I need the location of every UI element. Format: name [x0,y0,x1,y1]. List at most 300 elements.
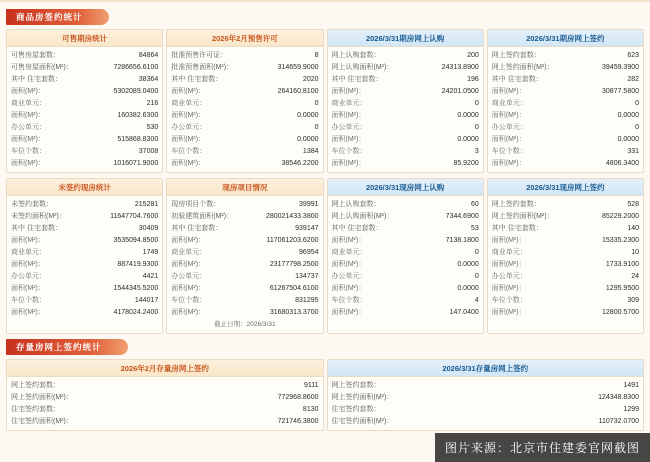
row-value: 282 [627,75,639,83]
row-label: 面积(M²)： [331,308,366,316]
row-value: 37008 [138,147,159,155]
row-value: 12800.5700 [602,308,639,316]
row-value: 0 [474,123,479,131]
row-label: 可售房屋面积(M²)： [11,63,73,71]
card-stock-daily-contract [327,359,645,431]
data-row [492,270,639,282]
row-label: 办公单元： [171,123,207,131]
card-unsigned-existing-stats [6,178,163,334]
row-label: 面积(M²)： [171,159,206,167]
data-row [171,49,318,61]
row-value: 9111 [303,381,319,389]
row-value: 7286656.6100 [113,63,159,71]
row-label: 商业单元： [491,99,527,107]
data-row [171,198,318,210]
data-row [11,109,158,121]
data-row [332,157,479,169]
data-row [171,109,318,121]
row-value: 530 [146,123,159,131]
data-row [11,234,158,246]
row-label: 面积(M²)： [11,159,45,167]
row-value: 147.0400 [449,308,479,316]
row-value: 24201.0500 [441,87,479,95]
row-label: 商业单元： [331,99,367,107]
row-value: 1384 [302,147,319,155]
data-row [171,234,318,246]
row-label: 面积(M²)： [11,284,45,292]
row-value: 0 [635,123,639,131]
row-value: 0.0000 [457,284,479,292]
row-label: 面积(M²)： [11,236,45,244]
row-label: 车位个数： [171,147,207,155]
row-label: 其中 住宅套数： [491,75,543,83]
data-row [171,258,318,270]
data-row [492,85,639,97]
card-presale-online-subscription [327,29,484,173]
card-title: 2026年2月预售许可 [167,30,322,47]
data-row [171,306,318,318]
row-value: 160382.6300 [117,111,159,119]
row-value: 215281 [134,200,159,208]
row-label: 住宅签约面积(M²)： [11,417,73,425]
row-value: 1544345.5200 [113,284,159,292]
card-rows [488,47,643,172]
row-label: 面积(M²)： [171,284,206,292]
row-value: 3535094.8500 [113,236,159,244]
row-value: 134737 [295,272,319,280]
data-row [171,85,318,97]
row-value: 5302089.0400 [113,87,159,95]
row-label: 网上签约面积(M²)： [491,63,554,71]
row-value: 331 [627,147,639,155]
data-row [171,294,318,306]
row-value: 0.0000 [617,111,639,119]
row-label: 面积(M²)： [11,87,45,95]
row-value: 84864 [138,51,159,59]
row-label: 面积(M²)： [11,308,45,316]
row-value: 0.0000 [297,135,319,143]
row-value: 30877.5800 [602,87,639,95]
row-label: 车位个数： [11,147,46,155]
row-label: 面积(M²)： [331,87,366,95]
row-label: 其中 住宅套数： [331,224,383,232]
data-row [492,306,639,318]
commodity-housing-row-1 [0,29,650,173]
row-value: 53 [470,224,479,232]
row-value: 30409 [138,224,159,232]
data-row [171,222,318,234]
row-value: 0 [314,99,319,107]
data-row [332,133,479,145]
data-row [332,222,479,234]
row-value: 96954 [299,248,319,256]
row-value: 7344.6900 [445,212,479,220]
row-label: 车位个数： [11,296,46,304]
row-label: 住宅签约套数： [11,405,60,413]
row-label: 面积(M²)： [491,308,526,316]
card-existing-online-subscription [327,178,484,334]
card-stock-feb-2026-contract [6,359,324,431]
row-value: 0.0000 [457,260,479,268]
data-row [492,258,639,270]
row-value: 144017 [134,296,159,304]
data-row [11,391,319,403]
card-title: 可售期房统计 [7,30,162,47]
row-value: 1749 [142,248,159,256]
row-label: 住宅签约面积(M²)： [331,417,394,425]
card-title: 2026/3/31现房网上认购 [328,179,483,196]
row-value: 0.0000 [457,135,479,143]
row-label: 办公单元： [491,272,527,280]
row-value: 8130 [302,405,319,413]
row-value: 117061203.6200 [266,236,319,244]
row-value: 1299 [623,405,639,413]
row-value: 60 [470,200,479,208]
section-title-stock-housing: 存量房网上签约统计 [6,339,128,355]
data-row [332,379,640,391]
row-value: 939147 [295,224,319,232]
row-value: 11647704.7600 [110,212,159,220]
row-value: 7138.1800 [445,236,479,244]
row-label: 面积(M²)： [491,87,526,95]
row-label: 商业单元： [491,248,527,256]
row-value: 24313.8900 [441,63,479,71]
data-row [492,234,639,246]
row-value: 0 [635,99,639,107]
row-label: 住宅签约套数： [331,405,381,413]
data-row [11,246,158,258]
data-row [11,282,158,294]
row-value: 140 [627,224,639,232]
data-row [492,109,639,121]
data-row [11,415,319,427]
data-row [332,109,479,121]
row-label: 商业单元： [331,248,367,256]
data-row [11,258,158,270]
data-row [171,210,318,222]
row-label: 办公单元： [171,272,207,280]
row-label: 网上签约套数： [11,381,60,389]
row-value: 2020 [302,75,319,83]
row-label: 车位个数： [331,296,367,304]
row-label: 批准预售许可证： [171,51,228,59]
card-existing-online-contract [487,178,644,334]
row-value: 31680313.3700 [269,308,319,316]
row-label: 现房项目个数： [171,200,221,208]
card-title: 未签约现房统计 [7,179,162,196]
data-row [332,258,479,270]
row-label: 网上认购套数： [331,200,381,208]
row-label: 办公单元： [11,123,46,131]
row-label: 批准预售面积(M²)： [171,63,234,71]
row-value: 0 [474,272,479,280]
row-value: 831295 [295,296,319,304]
row-label: 面积(M²)： [491,284,526,292]
row-label: 面积(M²)： [171,260,206,268]
row-value: 38364 [138,75,159,83]
data-row [332,198,479,210]
data-row [492,97,639,109]
row-label: 面积(M²)： [331,159,366,167]
row-value: 1491 [623,381,639,389]
row-label: 网上签约面积(M²)： [331,393,394,401]
row-label: 商业单元： [11,99,46,107]
row-label: 网上认购套数： [331,51,381,59]
row-value: 15335.2300 [602,236,639,244]
row-value: 4 [474,296,479,304]
card-rows [7,47,162,172]
row-label: 其中 住宅套数： [11,75,62,83]
row-value: 280021433.3800 [265,212,319,220]
row-label: 面积(M²)： [171,87,206,95]
data-row [11,133,158,145]
row-label: 其中 住宅套数： [171,224,223,232]
commodity-housing-row-2 [0,178,650,334]
row-value: 623 [627,51,639,59]
row-label: 面积(M²)： [171,135,206,143]
card-rows [167,196,322,333]
row-label: 面积(M²)： [11,135,45,143]
data-row [332,415,640,427]
row-value: 4178024.2400 [113,308,159,316]
row-value: 196 [467,75,479,83]
data-row [11,73,158,85]
row-label: 未签约面积(M²)： [11,212,66,220]
data-row [492,49,639,61]
data-row [332,210,479,222]
cutoff-date-note: 截止日期：2026/3/31 [214,321,276,328]
row-value: 85229.2000 [602,212,639,220]
row-label: 办公单元： [491,123,527,131]
data-row [171,282,318,294]
card-title: 2026/3/31现房网上签约 [488,179,643,196]
card-rows [328,196,483,321]
watermark-caption: 图片来源：北京市住建委官网截图 [435,433,650,462]
row-value: 1295.9500 [605,284,639,292]
data-row [171,121,318,133]
data-row [171,157,318,169]
data-row [332,121,479,133]
data-row [492,61,639,73]
data-row [171,73,318,85]
data-row [332,282,479,294]
row-value: 0.0000 [617,135,639,143]
card-presale-online-contract [487,29,644,173]
data-row [492,133,639,145]
card-title: 2026年2月存量房网上签约 [7,360,323,377]
row-label: 网上签约套数： [491,200,541,208]
data-row [332,85,479,97]
data-row [11,121,158,133]
data-row [11,306,158,318]
row-label: 面积(M²)： [491,111,526,119]
row-value: 216 [146,99,159,107]
row-label: 可售房屋套数： [11,51,60,59]
data-row [332,306,479,318]
row-label: 面积(M²)： [11,260,45,268]
row-label: 商业单元： [171,248,207,256]
data-row [171,97,318,109]
row-label: 车位个数： [171,296,207,304]
data-row [171,246,318,258]
section-title-commodity-housing: 商品房签约统计 [6,9,109,25]
top-rule [0,0,650,2]
row-label: 面积(M²)： [331,284,366,292]
card-title: 2026/3/31期房网上认购 [328,30,483,47]
data-row [171,145,318,157]
row-label: 面积(M²)： [491,236,526,244]
data-row [332,403,640,415]
row-value: 0.0000 [457,111,479,119]
row-value: 772968.8600 [277,393,319,401]
row-value: 39991 [299,200,319,208]
row-label: 未签约套数： [11,200,53,208]
card-title: 2026/3/31存量房网上签约 [328,360,644,377]
row-value: 3 [474,147,479,155]
row-label: 面积(M²)： [171,236,206,244]
row-label: 办公单元： [331,123,367,131]
row-value: 4806.3400 [605,159,639,167]
row-label: 面积(M²)： [331,260,366,268]
row-label: 面积(M²)： [491,135,526,143]
row-value: 1016071.9000 [113,159,159,167]
card-rows [328,47,483,172]
data-row [332,73,479,85]
card-existing-project-status [166,178,323,334]
row-label: 其中 住宅套数： [11,224,62,232]
card-available-presale-stats [6,29,163,173]
row-label: 面积(M²)： [171,111,206,119]
row-label: 网上认购面积(M²)： [331,212,394,220]
row-value: 10 [631,248,639,256]
data-row [332,97,479,109]
row-value: 61267504.6100 [269,284,319,292]
data-row [492,282,639,294]
row-label: 办公单元： [11,272,46,280]
card-title: 2026/3/31期房网上签约 [488,30,643,47]
row-value: 110732.0700 [598,417,639,425]
data-row [492,73,639,85]
row-label: 其中 住宅套数： [491,224,543,232]
row-label: 商业单元： [11,248,46,256]
row-label: 面积(M²)： [331,111,366,119]
row-label: 网上签约面积(M²)： [11,393,73,401]
data-row [11,49,158,61]
row-value: 0 [314,123,319,131]
row-label: 网上签约套数： [491,51,541,59]
row-value: 124348.8300 [598,393,639,401]
data-row [11,222,158,234]
row-label: 网上签约套数： [331,381,381,389]
data-row [11,294,158,306]
row-value: 200 [467,51,479,59]
data-row [11,97,158,109]
row-value: 8 [314,51,319,59]
data-row [171,270,318,282]
data-row [332,270,479,282]
row-label: 面积(M²)： [331,135,366,143]
row-value: 887419.9300 [117,260,159,268]
row-label: 面积(M²)： [331,236,366,244]
row-value: 721746.3800 [277,417,319,425]
data-row [332,145,479,157]
row-value: 23177798.2500 [269,260,319,268]
data-row [11,210,158,222]
card-rows [7,196,162,321]
row-value: 528 [627,200,639,208]
data-row [332,234,479,246]
data-row [11,61,158,73]
row-value: 24 [631,272,639,280]
row-value: 1733.9100 [605,260,639,268]
data-row [492,145,639,157]
row-value: 39459.3900 [602,63,639,71]
data-row [332,294,479,306]
row-label: 初验建筑面积(M²)： [171,212,234,220]
data-row [492,222,639,234]
card-rows [7,377,323,430]
row-label: 其中 住宅套数： [171,75,223,83]
data-row [332,49,479,61]
data-row [11,85,158,97]
row-label: 车位个数： [491,147,527,155]
row-value: 314659.9000 [277,63,319,71]
row-label: 面积(M²)： [491,159,526,167]
row-label: 车位个数： [331,147,367,155]
data-row [11,379,319,391]
data-row [492,210,639,222]
card-rows [328,377,644,430]
data-row [492,121,639,133]
row-value: 38546.2200 [281,159,319,167]
data-row [11,145,158,157]
data-row [171,133,318,145]
card-feb-2026-presale-permit [166,29,323,173]
data-row [492,157,639,169]
row-value: 264160.8100 [277,87,319,95]
stock-housing-row [0,359,650,437]
data-row [171,61,318,73]
row-value: 0 [474,99,479,107]
data-row [11,198,158,210]
data-row [332,61,479,73]
row-value: 515868.8300 [117,135,159,143]
row-value: 4421 [142,272,159,280]
row-label: 网上签约面积(M²)： [491,212,554,220]
row-value: 85.9200 [453,159,479,167]
row-value: 0.0000 [297,111,319,119]
card-title: 现房项目情况 [167,179,322,196]
data-row [492,246,639,258]
row-label: 面积(M²)： [171,308,206,316]
card-rows [167,47,322,172]
row-value: 309 [627,296,639,304]
row-label: 其中 住宅套数： [331,75,383,83]
row-label: 网上认购面积(M²)： [331,63,394,71]
data-row [11,403,319,415]
row-label: 面积(M²)： [491,260,526,268]
row-label: 车位个数： [491,296,527,304]
card-rows [488,196,643,321]
data-row [332,391,640,403]
data-row [11,157,158,169]
data-row [492,294,639,306]
row-label: 商业单元： [171,99,207,107]
data-row [11,270,158,282]
data-row [332,246,479,258]
row-label: 面积(M²)： [11,111,45,119]
row-label: 办公单元： [331,272,367,280]
